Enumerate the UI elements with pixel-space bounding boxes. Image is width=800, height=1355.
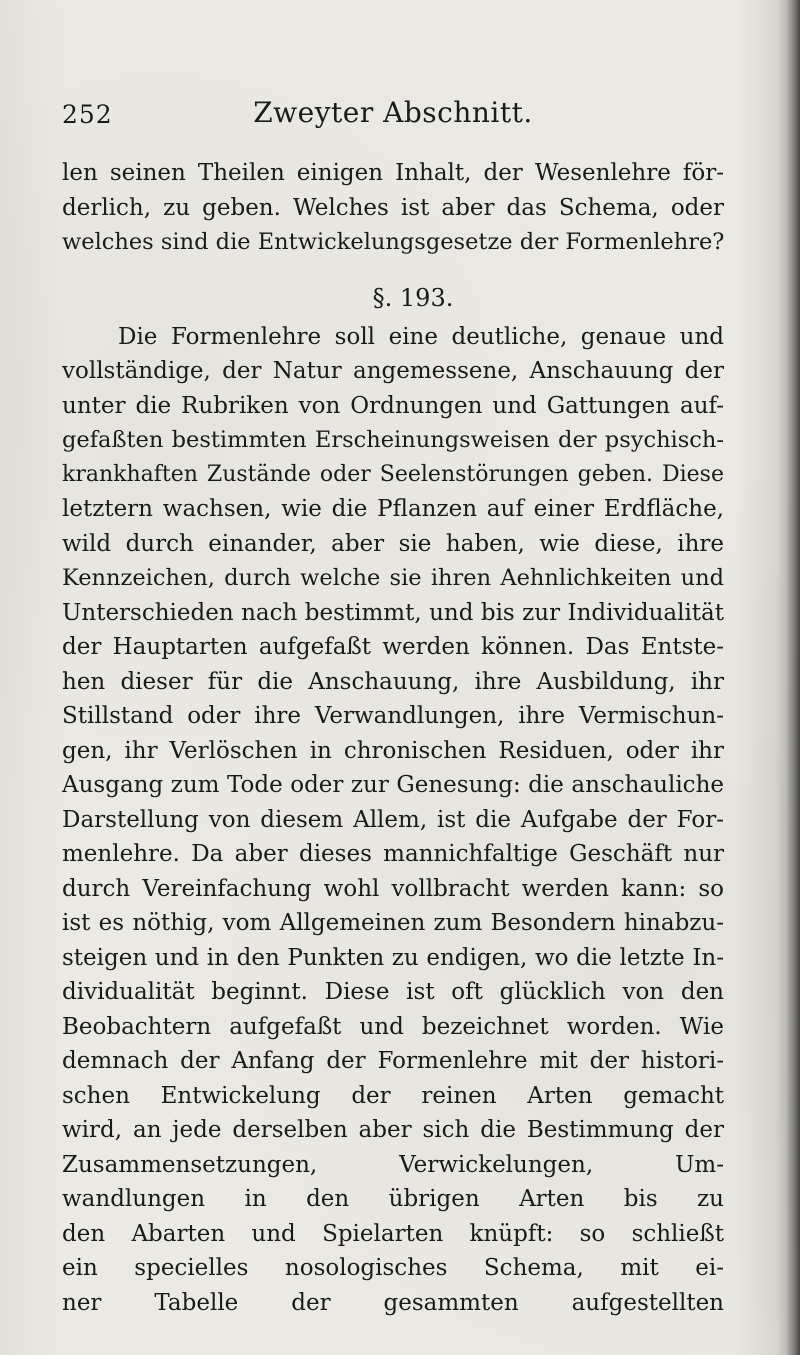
text-line: wird, an jede derselben aber sich die Bestimmung der: [62, 1117, 724, 1143]
text-line: steigen und in den Punkten zu endigen, wo die letzte In-: [62, 944, 724, 971]
text-line: menlehre. Da aber dieses mannichfaltige Geschäft nur: [62, 841, 724, 867]
continued-paragraph: [62, 156, 724, 260]
text-line: hen dieser für die Anschauung, ihre Ausbildung, ihr: [62, 668, 724, 695]
text-line: Unterschieden nach bestimmt, und bis zur Individualität: [62, 599, 724, 626]
text-line: dividualität beginnt. Diese ist oft glücklich von den: [62, 979, 724, 1005]
running-head: Zweyter Abschnitt.: [253, 96, 533, 129]
text-line: wandlungen in den übrigen Arten bis zu: [62, 1186, 724, 1212]
text-line: den Abarten und Spielarten knüpft: so schließt: [62, 1220, 724, 1247]
text-line: Die Formenlehre soll eine deutliche, genaue und: [118, 323, 724, 350]
text-line: Ausgang zum Tode oder zur Genesung: die anschauliche: [62, 772, 724, 798]
text-line: ner Tabelle der gesammten aufgestellten: [62, 1289, 724, 1316]
text-line: Darstellung von diesem Allem, ist die Aufgabe der For-: [62, 806, 724, 833]
section-heading: §. 193.: [372, 283, 454, 312]
text-line: schen Entwickelung der reinen Arten gemacht: [62, 1082, 724, 1109]
text-line: welches sind die Entwickelungsgesetze der Formenlehre?: [62, 229, 724, 255]
page-header: [62, 96, 724, 136]
text-line: Stillstand oder ihre Verwandlungen, ihre Vermischun-: [62, 703, 724, 729]
text-line: gefaßten bestimmten Erscheinungsweisen der psychisch-: [62, 427, 724, 453]
text-line: gen, ihr Verlöschen in chronischen Residuen, oder ihr: [62, 737, 724, 764]
text-line: demnach der Anfang der Formenlehre mit der histori-: [62, 1048, 724, 1074]
text-line: Kennzeichen, durch welche sie ihren Aehnlichkeiten und: [62, 565, 724, 591]
text-block: [62, 156, 724, 1320]
text-line: ist es nöthig, vom Allgemeinen zum Besondern hinabzu-: [62, 910, 724, 936]
page-spine-shadow: [786, 0, 800, 1355]
main-paragraph: [62, 320, 724, 1321]
text-line: Zusammensetzungen, Verwickelungen, Um-: [62, 1151, 724, 1178]
text-line: len seinen Theilen einigen Inhalt, der Wesenlehre för-: [62, 160, 724, 186]
text-line: derlich, zu geben. Welches ist aber das Schema, oder: [62, 194, 724, 221]
text-line: durch Vereinfachung wohl vollbracht werden kann: so: [62, 875, 724, 902]
text-line: Beobachtern aufgefaßt und bezeichnet worden. Wie: [62, 1013, 724, 1040]
text-line: letztern wachsen, wie die Pflanzen auf einer Erdfläche,: [62, 496, 724, 522]
text-line: vollständige, der Natur angemessene, Anschauung der: [62, 358, 724, 384]
text-line: der Hauptarten aufgefaßt werden können. Das Entste-: [62, 634, 724, 660]
text-line: ein specielles nosologisches Schema, mit ei-: [62, 1255, 724, 1281]
text-line: unter die Rubriken von Ordnungen und Gattungen auf-: [62, 392, 724, 419]
page-number: 252: [62, 100, 113, 129]
text-line: krankhaften Zustände oder Seelenstörungen geben. Diese: [62, 461, 724, 487]
text-line: wild durch einander, aber sie haben, wie diese, ihre: [62, 530, 724, 557]
